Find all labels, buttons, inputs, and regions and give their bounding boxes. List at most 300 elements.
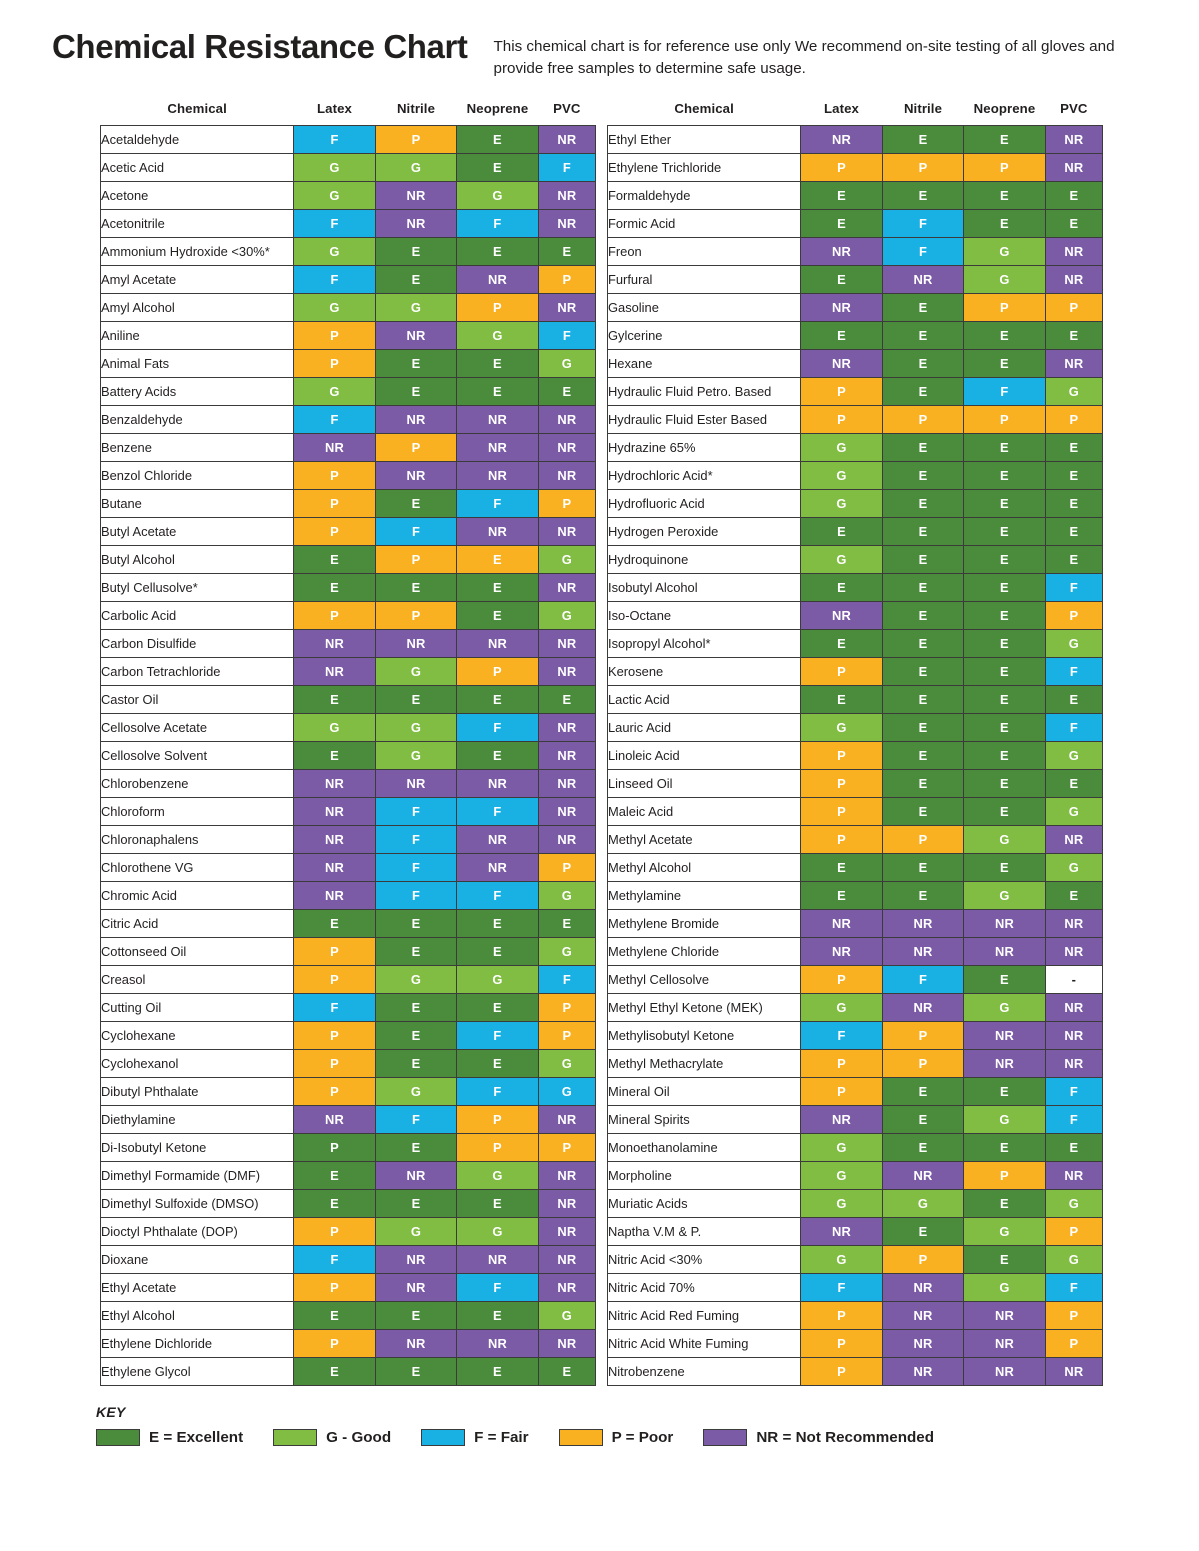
- page-title: Chemical Resistance Chart: [52, 28, 468, 65]
- table-row: [101, 210, 596, 238]
- table-row: [608, 154, 1103, 182]
- rating-cell-latex: G: [801, 714, 882, 742]
- rating-cell-pvc: NR: [1045, 1162, 1102, 1190]
- table-row: [608, 826, 1103, 854]
- rating-cell-pvc: G: [1045, 854, 1102, 882]
- legend-swatch-e: [96, 1429, 140, 1446]
- rating-cell-neoprene: NR: [457, 770, 538, 798]
- rating-cell-nitrile: E: [882, 518, 963, 546]
- rating-cell-nitrile: P: [375, 546, 456, 574]
- rating-cell-pvc: F: [1045, 1106, 1102, 1134]
- left-header-row: [101, 101, 596, 126]
- rating-cell-nitrile: E: [882, 1106, 963, 1134]
- rating-cell-nitrile: NR: [375, 182, 456, 210]
- chemical-name-cell: Butyl Acetate: [101, 518, 294, 546]
- rating-cell-nitrile: E: [375, 266, 456, 294]
- rating-cell-neoprene: E: [964, 770, 1045, 798]
- rating-cell-pvc: E: [1045, 210, 1102, 238]
- chemical-name-cell: Ethylene Dichloride: [101, 1330, 294, 1358]
- chart-tables: [0, 79, 1199, 1386]
- left-table-body: [101, 126, 596, 1386]
- table-row: [608, 518, 1103, 546]
- rating-cell-nitrile: NR: [882, 994, 963, 1022]
- chemical-name-cell: Kerosene: [608, 658, 801, 686]
- chemical-name-cell: Dioxane: [101, 1246, 294, 1274]
- rating-cell-pvc: NR: [538, 182, 595, 210]
- table-row: [101, 294, 596, 322]
- table-row: [101, 602, 596, 630]
- rating-cell-latex: NR: [294, 658, 375, 686]
- rating-cell-neoprene: NR: [457, 406, 538, 434]
- rating-cell-pvc: E: [538, 910, 595, 938]
- chemical-name-cell: Hydrofluoric Acid: [608, 490, 801, 518]
- rating-cell-latex: NR: [294, 826, 375, 854]
- rating-cell-neoprene: E: [457, 1050, 538, 1078]
- table-row: [101, 378, 596, 406]
- rating-cell-latex: P: [294, 462, 375, 490]
- chemical-name-cell: Ethyl Acetate: [101, 1274, 294, 1302]
- rating-cell-pvc: G: [1045, 742, 1102, 770]
- rating-cell-nitrile: E: [882, 490, 963, 518]
- rating-cell-nitrile: G: [375, 154, 456, 182]
- rating-cell-latex: G: [801, 1162, 882, 1190]
- rating-cell-nitrile: E: [882, 798, 963, 826]
- table-row: [101, 1022, 596, 1050]
- rating-cell-latex: P: [801, 378, 882, 406]
- chemical-name-cell: Cottonseed Oil: [101, 938, 294, 966]
- rating-cell-pvc: E: [1045, 686, 1102, 714]
- rating-cell-pvc: F: [1045, 658, 1102, 686]
- chemical-name-cell: Cyclohexanol: [101, 1050, 294, 1078]
- rating-cell-neoprene: P: [457, 294, 538, 322]
- rating-cell-nitrile: E: [882, 546, 963, 574]
- rating-cell-nitrile: P: [882, 154, 963, 182]
- rating-cell-neoprene: E: [964, 798, 1045, 826]
- rating-cell-latex: E: [294, 910, 375, 938]
- chemical-name-cell: Naptha V.M & P.: [608, 1218, 801, 1246]
- rating-cell-pvc: NR: [538, 1218, 595, 1246]
- chemical-name-cell: Cellosolve Acetate: [101, 714, 294, 742]
- rating-cell-nitrile: E: [882, 714, 963, 742]
- rating-cell-pvc: E: [1045, 434, 1102, 462]
- rating-cell-neoprene: F: [457, 798, 538, 826]
- rating-cell-latex: F: [294, 210, 375, 238]
- rating-cell-neoprene: E: [457, 742, 538, 770]
- rating-cell-latex: E: [801, 630, 882, 658]
- chemical-name-cell: Linseed Oil: [608, 770, 801, 798]
- table-row: [101, 1274, 596, 1302]
- chemical-name-cell: Nitric Acid <30%: [608, 1246, 801, 1274]
- rating-cell-latex: F: [801, 1022, 882, 1050]
- table-row: [101, 798, 596, 826]
- chemical-name-cell: Citric Acid: [101, 910, 294, 938]
- rating-cell-pvc: NR: [1045, 826, 1102, 854]
- chemical-name-cell: Lauric Acid: [608, 714, 801, 742]
- chemical-name-cell: Nitric Acid 70%: [608, 1274, 801, 1302]
- rating-cell-nitrile: NR: [375, 630, 456, 658]
- rating-cell-pvc: NR: [1045, 350, 1102, 378]
- rating-cell-neoprene: E: [457, 1190, 538, 1218]
- chemical-name-cell: Iso-Octane: [608, 602, 801, 630]
- rating-cell-pvc: NR: [538, 1162, 595, 1190]
- rating-cell-pvc: F: [1045, 714, 1102, 742]
- rating-cell-pvc: F: [1045, 1078, 1102, 1106]
- rating-cell-pvc: G: [538, 350, 595, 378]
- rating-cell-latex: E: [294, 546, 375, 574]
- rating-cell-pvc: E: [1045, 882, 1102, 910]
- table-row: [608, 210, 1103, 238]
- rating-cell-nitrile: P: [882, 826, 963, 854]
- table-row: [608, 1078, 1103, 1106]
- rating-cell-pvc: P: [1045, 1218, 1102, 1246]
- rating-cell-nitrile: E: [882, 1134, 963, 1162]
- rating-cell-latex: E: [294, 574, 375, 602]
- table-row: [608, 770, 1103, 798]
- rating-cell-pvc: P: [538, 854, 595, 882]
- rating-cell-pvc: NR: [538, 1106, 595, 1134]
- rating-cell-latex: G: [801, 994, 882, 1022]
- rating-cell-pvc: -: [1045, 966, 1102, 994]
- rating-cell-latex: G: [294, 378, 375, 406]
- rating-cell-neoprene: G: [964, 826, 1045, 854]
- rating-cell-neoprene: E: [964, 1190, 1045, 1218]
- rating-cell-nitrile: E: [882, 630, 963, 658]
- table-row: [608, 966, 1103, 994]
- rating-cell-nitrile: G: [375, 742, 456, 770]
- rating-cell-latex: E: [294, 1358, 375, 1386]
- right-header-row: [608, 101, 1103, 126]
- table-row: [101, 742, 596, 770]
- rating-cell-pvc: E: [538, 686, 595, 714]
- rating-cell-neoprene: E: [964, 518, 1045, 546]
- rating-cell-pvc: NR: [538, 658, 595, 686]
- rating-cell-neoprene: NR: [964, 1358, 1045, 1386]
- table-row: [101, 938, 596, 966]
- rating-cell-latex: NR: [294, 798, 375, 826]
- rating-cell-neoprene: G: [457, 1162, 538, 1190]
- rating-cell-pvc: NR: [538, 1330, 595, 1358]
- rating-cell-neoprene: E: [457, 546, 538, 574]
- rating-cell-neoprene: NR: [457, 826, 538, 854]
- chemical-name-cell: Amyl Alcohol: [101, 294, 294, 322]
- column-header-latex: Latex: [294, 101, 375, 126]
- chemical-name-cell: Animal Fats: [101, 350, 294, 378]
- rating-cell-pvc: E: [538, 238, 595, 266]
- legend-key: [0, 1386, 1199, 1446]
- chemical-name-cell: Chloroform: [101, 798, 294, 826]
- right-table-head: [608, 101, 1103, 126]
- rating-cell-pvc: G: [538, 1050, 595, 1078]
- table-row: [101, 658, 596, 686]
- rating-cell-pvc: G: [538, 882, 595, 910]
- rating-cell-neoprene: NR: [457, 266, 538, 294]
- chemical-name-cell: Monoethanolamine: [608, 1134, 801, 1162]
- table-row: [608, 434, 1103, 462]
- rating-cell-neoprene: P: [964, 294, 1045, 322]
- rating-cell-pvc: P: [538, 1022, 595, 1050]
- rating-cell-nitrile: E: [375, 938, 456, 966]
- rating-cell-nitrile: E: [375, 490, 456, 518]
- rating-cell-neoprene: G: [457, 1218, 538, 1246]
- rating-cell-latex: G: [294, 154, 375, 182]
- rating-cell-pvc: P: [538, 266, 595, 294]
- rating-cell-pvc: NR: [538, 294, 595, 322]
- rating-cell-latex: P: [801, 966, 882, 994]
- legend-item-g: [273, 1429, 391, 1446]
- rating-cell-pvc: G: [538, 602, 595, 630]
- rating-cell-nitrile: P: [882, 406, 963, 434]
- legend-label-nr: NR = Not Recommended: [756, 1429, 934, 1447]
- table-row: [608, 126, 1103, 154]
- rating-cell-pvc: NR: [538, 798, 595, 826]
- rating-cell-pvc: G: [1045, 1190, 1102, 1218]
- table-row: [101, 518, 596, 546]
- legend-label-p: P = Poor: [611, 1429, 674, 1447]
- table-row: [101, 322, 596, 350]
- rating-cell-nitrile: NR: [882, 938, 963, 966]
- rating-cell-neoprene: E: [964, 854, 1045, 882]
- rating-cell-pvc: F: [538, 154, 595, 182]
- chemical-name-cell: Creasol: [101, 966, 294, 994]
- rating-cell-latex: G: [801, 1134, 882, 1162]
- chemical-name-cell: Benzene: [101, 434, 294, 462]
- right-table-body: [608, 126, 1103, 1386]
- rating-cell-latex: P: [801, 154, 882, 182]
- legend-label-g: G - Good: [326, 1429, 392, 1447]
- rating-cell-latex: E: [801, 210, 882, 238]
- rating-cell-latex: NR: [801, 938, 882, 966]
- chemical-name-cell: Cyclohexane: [101, 1022, 294, 1050]
- rating-cell-neoprene: NR: [457, 1246, 538, 1274]
- rating-cell-latex: NR: [294, 1106, 375, 1134]
- rating-cell-neoprene: E: [964, 210, 1045, 238]
- rating-cell-latex: NR: [294, 854, 375, 882]
- rating-cell-latex: P: [294, 350, 375, 378]
- chemical-name-cell: Hydrochloric Acid*: [608, 462, 801, 490]
- rating-cell-latex: P: [294, 938, 375, 966]
- chemical-name-cell: Cellosolve Solvent: [101, 742, 294, 770]
- rating-cell-latex: E: [294, 742, 375, 770]
- rating-cell-pvc: P: [1045, 602, 1102, 630]
- rating-cell-nitrile: E: [375, 994, 456, 1022]
- table-row: [608, 350, 1103, 378]
- rating-cell-neoprene: G: [964, 266, 1045, 294]
- chemical-name-cell: Dimethyl Formamide (DMF): [101, 1162, 294, 1190]
- rating-cell-nitrile: E: [882, 350, 963, 378]
- rating-cell-latex: P: [801, 1078, 882, 1106]
- rating-cell-neoprene: E: [964, 322, 1045, 350]
- column-header-nitrile: Nitrile: [882, 101, 963, 126]
- rating-cell-nitrile: G: [375, 966, 456, 994]
- rating-cell-neoprene: NR: [964, 938, 1045, 966]
- rating-cell-latex: F: [294, 126, 375, 154]
- rating-cell-nitrile: E: [882, 854, 963, 882]
- rating-cell-neoprene: NR: [964, 910, 1045, 938]
- table-row: [608, 266, 1103, 294]
- rating-cell-nitrile: NR: [375, 210, 456, 238]
- table-row: [608, 406, 1103, 434]
- column-header-neoprene: Neoprene: [457, 101, 538, 126]
- rating-cell-nitrile: G: [375, 294, 456, 322]
- rating-cell-pvc: NR: [1045, 1358, 1102, 1386]
- rating-cell-neoprene: E: [457, 378, 538, 406]
- rating-cell-neoprene: E: [964, 350, 1045, 378]
- rating-cell-latex: E: [801, 518, 882, 546]
- rating-cell-neoprene: P: [457, 1134, 538, 1162]
- table-row: [101, 994, 596, 1022]
- rating-cell-neoprene: E: [457, 1358, 538, 1386]
- chemical-name-cell: Nitrobenzene: [608, 1358, 801, 1386]
- table-row: [608, 462, 1103, 490]
- rating-cell-neoprene: G: [964, 1274, 1045, 1302]
- rating-cell-nitrile: F: [375, 854, 456, 882]
- rating-cell-neoprene: G: [964, 994, 1045, 1022]
- table-row: [101, 686, 596, 714]
- rating-cell-latex: NR: [294, 434, 375, 462]
- table-row: [101, 826, 596, 854]
- legend-label-e: E = Excellent: [149, 1429, 244, 1447]
- chemical-name-cell: Methyl Cellosolve: [608, 966, 801, 994]
- table-row: [608, 1162, 1103, 1190]
- rating-cell-latex: G: [294, 238, 375, 266]
- rating-cell-nitrile: F: [882, 210, 963, 238]
- rating-cell-nitrile: NR: [882, 910, 963, 938]
- rating-cell-latex: P: [801, 1302, 882, 1330]
- chemical-name-cell: Gasoline: [608, 294, 801, 322]
- rating-cell-pvc: NR: [538, 210, 595, 238]
- chemical-name-cell: Methylisobutyl Ketone: [608, 1022, 801, 1050]
- chemical-name-cell: Ethylene Glycol: [101, 1358, 294, 1386]
- rating-cell-latex: P: [801, 770, 882, 798]
- rating-cell-neoprene: E: [457, 574, 538, 602]
- rating-cell-nitrile: E: [375, 378, 456, 406]
- rating-cell-neoprene: E: [457, 910, 538, 938]
- chemical-name-cell: Chromic Acid: [101, 882, 294, 910]
- rating-cell-latex: E: [294, 1302, 375, 1330]
- rating-cell-neoprene: F: [964, 378, 1045, 406]
- rating-cell-latex: NR: [294, 630, 375, 658]
- rating-cell-latex: P: [294, 966, 375, 994]
- chemical-name-cell: Carbon Tetrachloride: [101, 658, 294, 686]
- chemical-name-cell: Cutting Oil: [101, 994, 294, 1022]
- rating-cell-neoprene: NR: [457, 518, 538, 546]
- rating-cell-nitrile: G: [375, 714, 456, 742]
- rating-cell-pvc: P: [538, 994, 595, 1022]
- rating-cell-neoprene: E: [964, 434, 1045, 462]
- rating-cell-nitrile: E: [882, 462, 963, 490]
- rating-cell-neoprene: E: [964, 182, 1045, 210]
- rating-cell-latex: NR: [801, 350, 882, 378]
- table-row: [101, 574, 596, 602]
- rating-cell-pvc: NR: [538, 770, 595, 798]
- chemical-name-cell: Dibutyl Phthalate: [101, 1078, 294, 1106]
- rating-cell-pvc: P: [538, 1134, 595, 1162]
- rating-cell-neoprene: E: [964, 126, 1045, 154]
- rating-cell-nitrile: E: [375, 1050, 456, 1078]
- rating-cell-neoprene: G: [457, 966, 538, 994]
- chemical-name-cell: Di-Isobutyl Ketone: [101, 1134, 294, 1162]
- chemical-name-cell: Furfural: [608, 266, 801, 294]
- rating-cell-nitrile: P: [882, 1022, 963, 1050]
- legend-swatch-nr: [703, 1429, 747, 1446]
- rating-cell-nitrile: NR: [375, 406, 456, 434]
- rating-cell-pvc: F: [1045, 1274, 1102, 1302]
- rating-cell-pvc: G: [1045, 1246, 1102, 1274]
- table-row: [608, 238, 1103, 266]
- rating-cell-nitrile: E: [375, 686, 456, 714]
- rating-cell-latex: F: [294, 266, 375, 294]
- rating-cell-latex: NR: [801, 1218, 882, 1246]
- rating-cell-pvc: NR: [1045, 126, 1102, 154]
- rating-cell-pvc: E: [1045, 1134, 1102, 1162]
- rating-cell-latex: NR: [294, 882, 375, 910]
- table-row: [608, 994, 1103, 1022]
- rating-cell-pvc: E: [1045, 546, 1102, 574]
- chemical-name-cell: Mineral Oil: [608, 1078, 801, 1106]
- rating-cell-latex: P: [801, 742, 882, 770]
- rating-cell-pvc: P: [538, 490, 595, 518]
- rating-cell-nitrile: F: [375, 518, 456, 546]
- chemical-name-cell: Hydraulic Fluid Ester Based: [608, 406, 801, 434]
- table-row: [608, 1246, 1103, 1274]
- rating-cell-nitrile: F: [375, 826, 456, 854]
- table-row: [101, 1078, 596, 1106]
- rating-cell-neoprene: NR: [457, 630, 538, 658]
- rating-cell-neoprene: E: [457, 350, 538, 378]
- rating-cell-pvc: G: [538, 938, 595, 966]
- table-row: [101, 1246, 596, 1274]
- rating-cell-latex: E: [801, 686, 882, 714]
- rating-cell-latex: NR: [801, 294, 882, 322]
- rating-cell-neoprene: G: [457, 182, 538, 210]
- rating-cell-latex: E: [801, 854, 882, 882]
- chemical-name-cell: Dimethyl Sulfoxide (DMSO): [101, 1190, 294, 1218]
- legend-label-f: F = Fair: [474, 1429, 529, 1447]
- rating-cell-pvc: G: [538, 1302, 595, 1330]
- chemical-name-cell: Chlorothene VG: [101, 854, 294, 882]
- rating-cell-pvc: NR: [538, 1190, 595, 1218]
- table-row: [608, 1330, 1103, 1358]
- rating-cell-neoprene: NR: [964, 1330, 1045, 1358]
- chemical-name-cell: Formaldehyde: [608, 182, 801, 210]
- rating-cell-nitrile: F: [375, 798, 456, 826]
- rating-cell-latex: G: [294, 182, 375, 210]
- chemical-name-cell: Formic Acid: [608, 210, 801, 238]
- rating-cell-pvc: E: [1045, 518, 1102, 546]
- chemical-name-cell: Methyl Ethyl Ketone (MEK): [608, 994, 801, 1022]
- rating-cell-nitrile: G: [375, 658, 456, 686]
- chemical-name-cell: Butyl Alcohol: [101, 546, 294, 574]
- chemical-name-cell: Isobutyl Alcohol: [608, 574, 801, 602]
- table-row: [101, 154, 596, 182]
- rating-cell-neoprene: E: [457, 994, 538, 1022]
- rating-cell-latex: P: [801, 1358, 882, 1386]
- rating-cell-nitrile: P: [375, 126, 456, 154]
- rating-cell-nitrile: E: [375, 1302, 456, 1330]
- rating-cell-neoprene: G: [964, 882, 1045, 910]
- legend-swatch-p: [559, 1429, 603, 1446]
- rating-cell-nitrile: F: [375, 882, 456, 910]
- rating-cell-latex: P: [801, 1330, 882, 1358]
- legend-items: [96, 1429, 1199, 1446]
- rating-cell-nitrile: E: [375, 1358, 456, 1386]
- table-row: [101, 966, 596, 994]
- rating-cell-latex: E: [801, 182, 882, 210]
- chemical-name-cell: Methyl Alcohol: [608, 854, 801, 882]
- rating-cell-pvc: NR: [1045, 910, 1102, 938]
- rating-cell-latex: P: [294, 1022, 375, 1050]
- chemical-name-cell: Amyl Acetate: [101, 266, 294, 294]
